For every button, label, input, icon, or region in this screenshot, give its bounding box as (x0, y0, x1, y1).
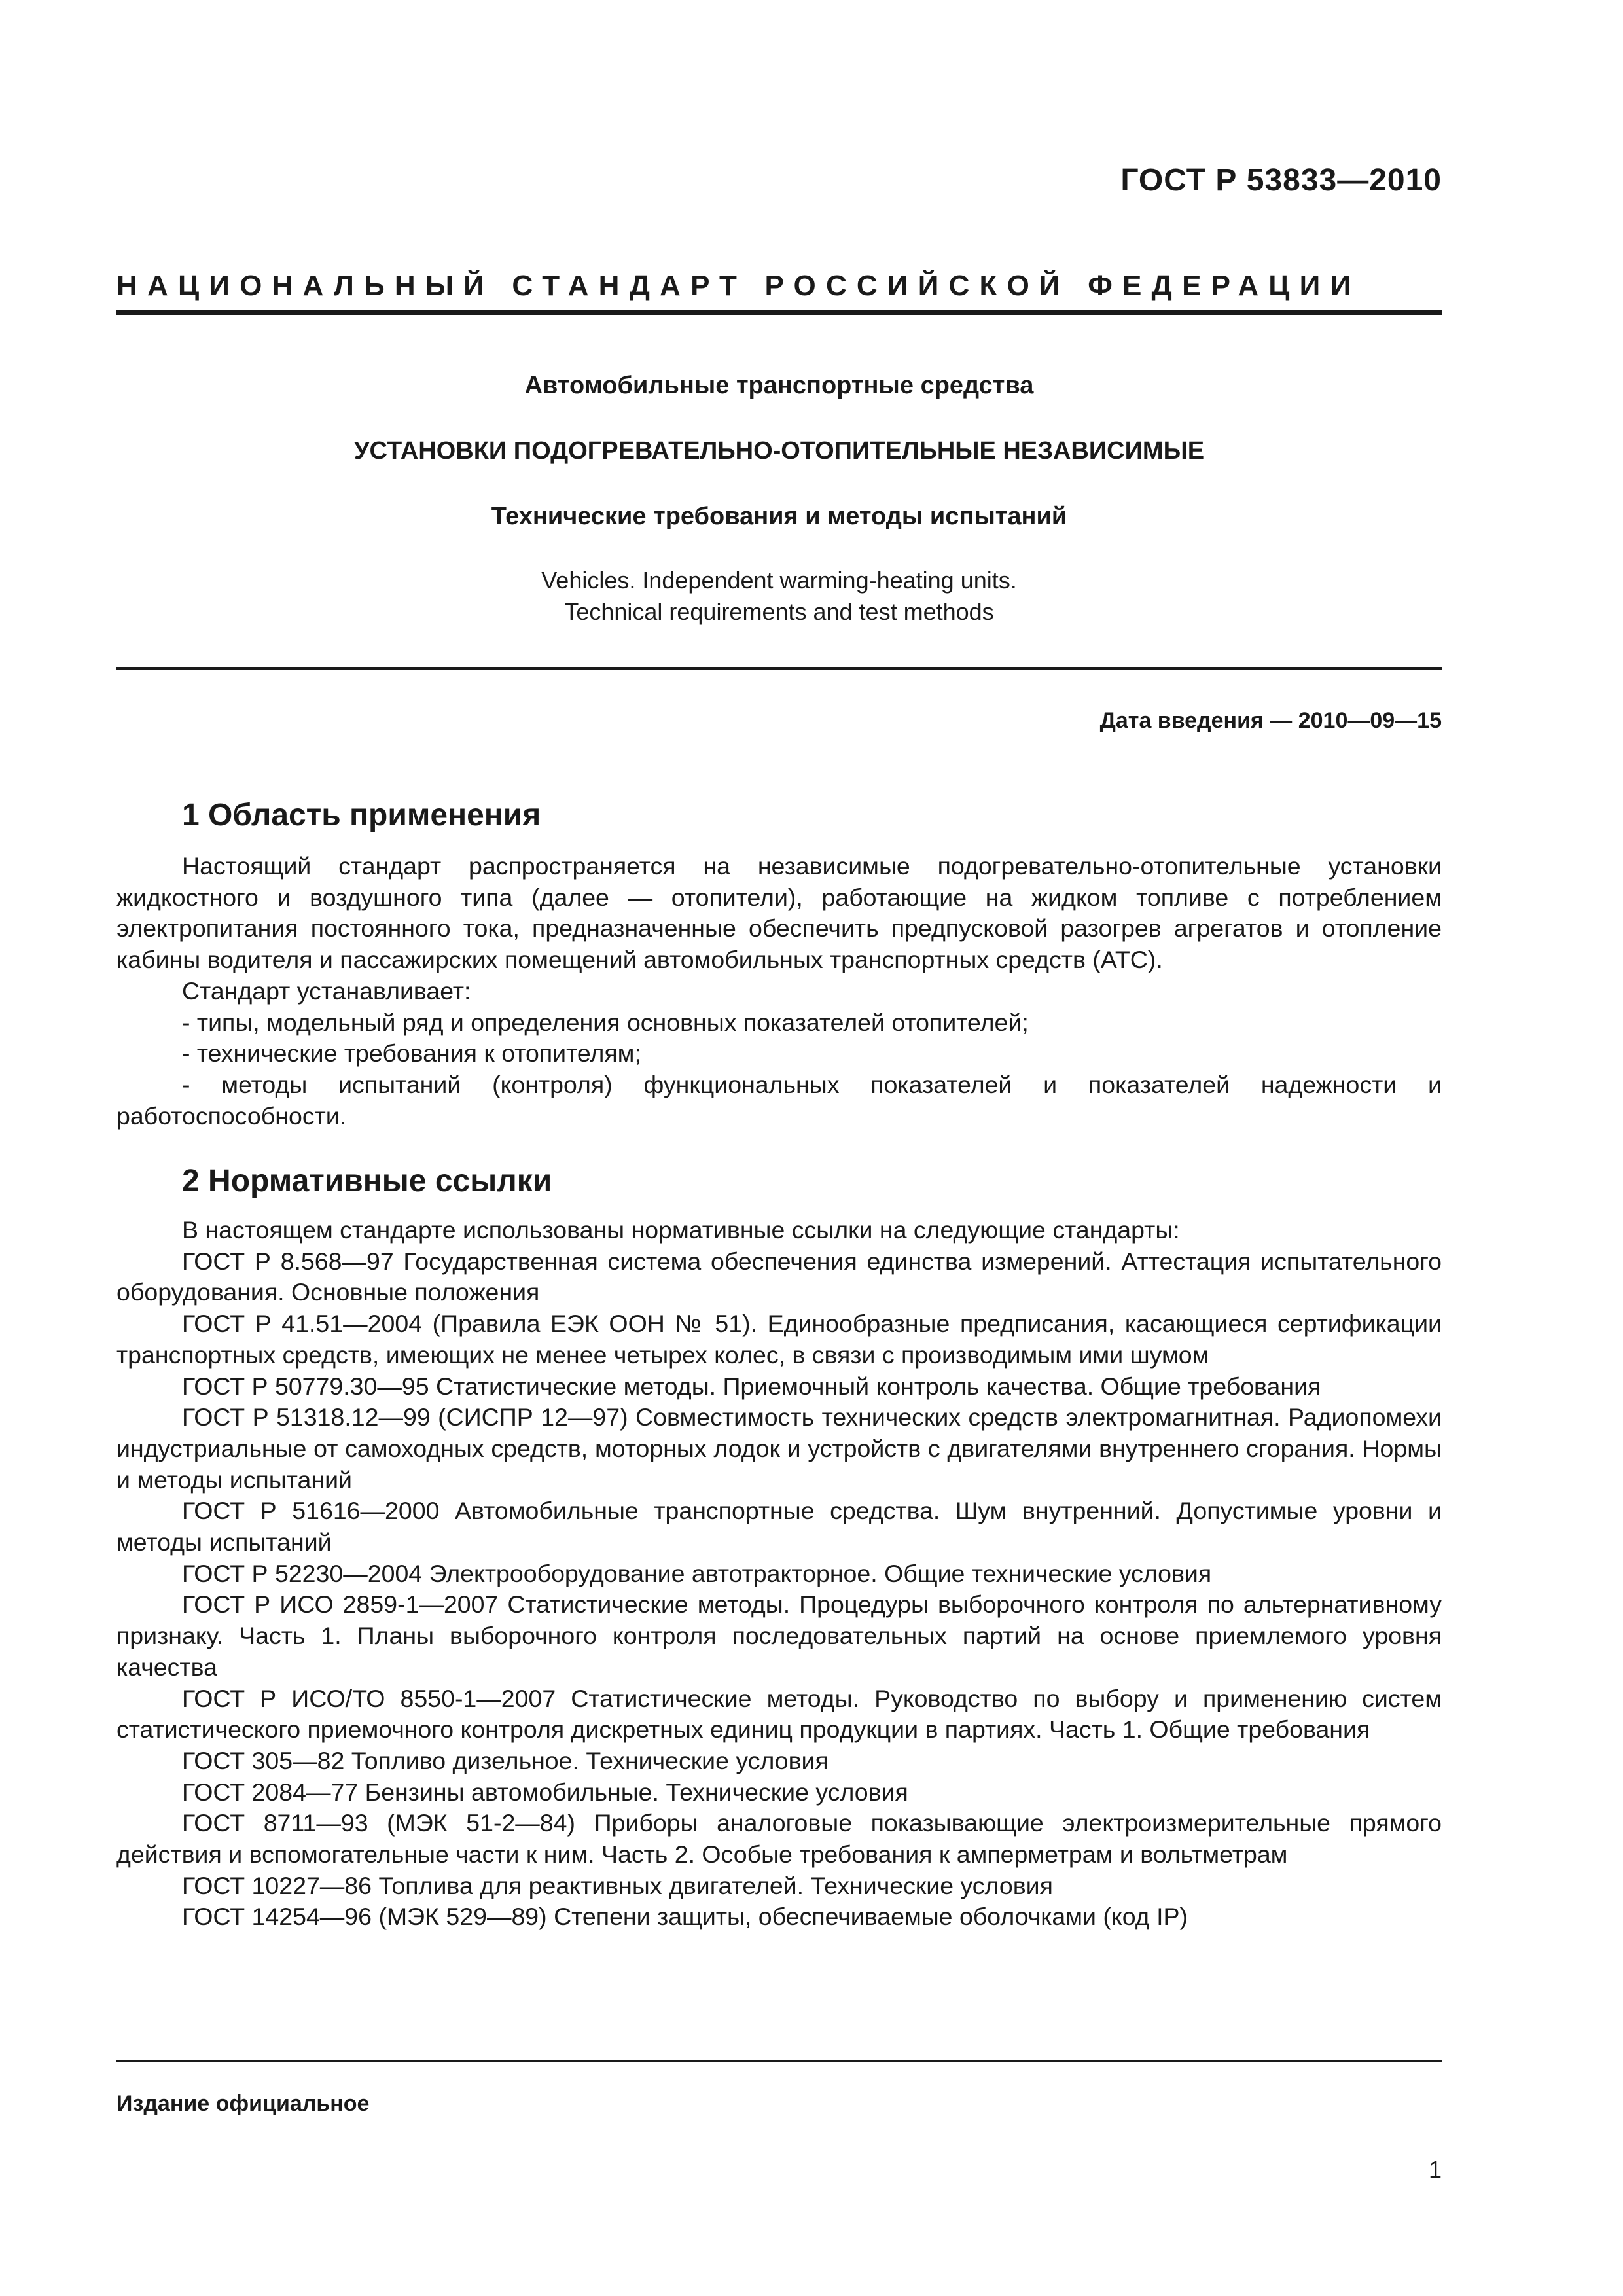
section-1-body (116, 851, 1442, 1132)
title-subtitle: Технические требования и методы испытаний (491, 503, 1067, 530)
section-1-heading: 1 Область применения (182, 798, 541, 833)
paragraph: В настоящем стандарте использованы нормативные ссылки на следующие стандарты: (182, 1216, 1180, 1244)
reference-item: ГОСТ 14254—96 (МЭК 529—89) Степени защиты, обеспечиваемые оболочками (код IP) (182, 1903, 1188, 1931)
list-item: - типы, модельный ряд и определения основных показателей отопителей; (182, 1008, 1029, 1036)
reference-item: ГОСТ 305—82 Топливо дизельное. Технические условия (182, 1746, 829, 1774)
header-rule (116, 310, 1442, 315)
section-2-heading: 2 Нормативные ссылки (182, 1164, 552, 1198)
reference-item: ГОСТ Р 8.568—97 Государственная система обеспечения единства измерений. Аттестация испытательного оборудования. Основные положения (116, 1247, 1442, 1306)
reference-item: ГОСТ Р ИСО 2859-1—2007 Статистические методы. Процедуры выборочного контроля по альтернативному признаку. Часть 1. Планы выборочного контроля последовательных партий на основе приемлемого уровня качества (116, 1590, 1442, 1681)
title-main: УСТАНОВКИ ПОДОГРЕВАТЕЛЬНО-ОТОПИТЕЛЬНЫЕ НЕЗАВИСИМЫЕ (353, 437, 1205, 465)
reference-item: ГОСТ Р 51616—2000 Автомобильные транспортные средства. Шум внутренний. Допустимые уровни и методы испытаний (116, 1497, 1442, 1556)
effective-date: Дата введения — 2010—09—15 (1099, 708, 1442, 733)
reference-item: ГОСТ 10227—86 Топлива для реактивных двигателей. Технические условия (182, 1871, 1053, 1899)
reference-item: ГОСТ Р 50779.30—95 Статистические методы. Приемочный контроль качества. Общие требования (182, 1372, 1321, 1400)
list-item: - технические требования к отопителям; (182, 1039, 641, 1067)
paragraph: Стандарт устанавливает: (182, 977, 471, 1005)
reference-item: ГОСТ Р 52230—2004 Электрооборудование автотракторное. Общие технические условия (182, 1559, 1212, 1587)
reference-item: ГОСТ 8711—93 (МЭК 51-2—84) Приборы аналоговые показывающие электроизмерительные прямого действия и вспомогательные части к ним. Часть 2. Особые требования к амперметрам и вольтметрам (116, 1809, 1442, 1869)
reference-item: ГОСТ Р ИСО/ТО 8550-1—2007 Статистические методы. Руководство по выбору и применению систем статистического приемочного контроля дискретных единиц продукции в партиях. Часть 1. Общие требования (116, 1684, 1442, 1744)
document-code: ГОСТ Р 53833—2010 (1120, 163, 1442, 198)
document-page (116, 0, 1442, 2296)
title-english-line2: Technical requirements and test methods (564, 598, 994, 625)
title-english-line1: Vehicles. Independent warming-heating units. (541, 567, 1017, 594)
reference-item: ГОСТ 2084—77 Бензины автомобильные. Технические условия (182, 1778, 908, 1806)
reference-item: ГОСТ Р 51318.12—99 (СИСПР 12—97) Совместимость технических средств электромагнитная. Радиопомехи индустриальные от самоходных средств, моторных лодок и устройств с двигателями внутреннего сгорания. Нормы и методы испытаний (116, 1403, 1442, 1494)
list-item: - методы испытаний (контроля) функциональных показателей и показателей надежности и работоспособности. (116, 1070, 1442, 1130)
title-category: Автомобильные транспортные средства (524, 372, 1034, 399)
section-2-body (116, 1215, 1442, 1933)
reference-item: ГОСТ Р 41.51—2004 (Правила ЕЭК ООН № 51). Единообразные предписания, касающиеся сертификации транспортных средств, имеющих не менее четырех колес, в связи с производимым ими шумом (116, 1310, 1442, 1369)
footer-rule (116, 2060, 1442, 2062)
edition-note: Издание официальное (116, 2091, 370, 2116)
national-standard-title: НАЦИОНАЛЬНЫЙ СТАНДАРТ РОССИЙСКОЙ ФЕДЕРАЦИИ (116, 270, 1361, 302)
page-number: 1 (1428, 2156, 1442, 2183)
paragraph: Настоящий стандарт распространяется на независимые подогревательно-отопительные установки жидкостного и воздушного типа (далее — отопители), работающие на жидком топливе с потреблением электропитания постоянного тока, предназначенные обеспечить предпусковой разогрев агрегатов и отопление кабины водителя и пассажирских помещений автомобильных транспортных средств (АТС). (116, 852, 1442, 974)
title-rule (116, 667, 1442, 670)
